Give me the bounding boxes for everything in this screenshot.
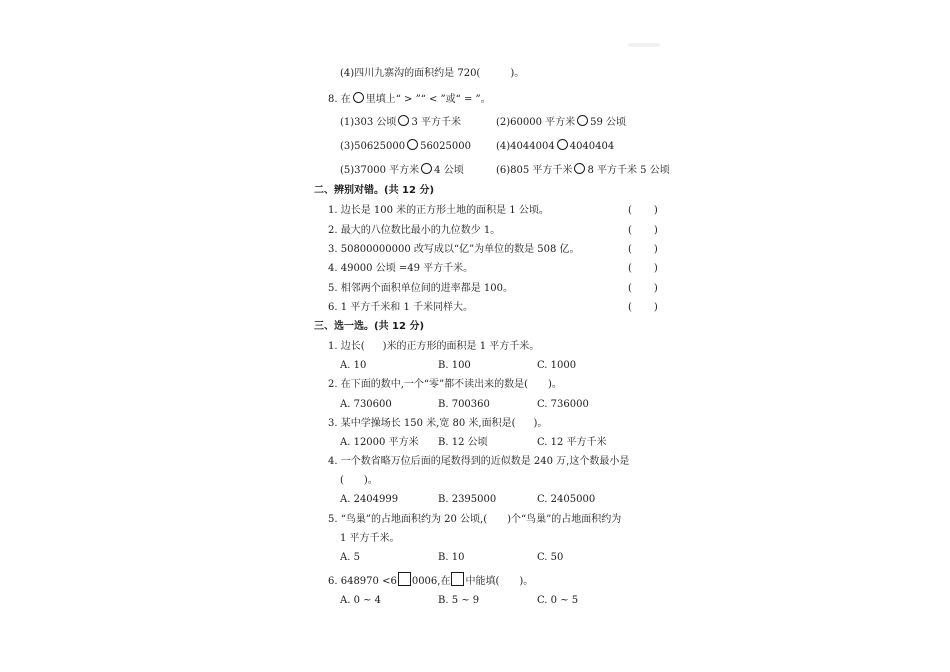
tf-item-3: 3. 50800000000 改写成以“亿”为单位的数是 508 亿。 [328,244,580,255]
tf-answer-2[interactable]: ( ) [628,225,658,236]
mc-q1-option-a[interactable]: A. 10 [340,360,367,371]
mc-q6-option-b[interactable]: B. 5 ~ 9 [438,595,480,606]
tf-answer-5[interactable]: ( ) [628,283,658,294]
mc-q1-stem: 1. 边长( )米的正方形的面积是 1 平方千米。 [328,341,540,352]
tf-item-4: 4. 49000 公顷 =49 平方千米。 [328,263,474,274]
q8-stem: 8. 在 里填上“ > ”“ < ”或“ = ”。 [328,94,491,105]
mc-q3-option-c[interactable]: C. 12 平方千米 [537,437,607,448]
q8-item-1: (1)303 公顷 3 平方千米 [340,117,461,128]
fill-item-4: (4)四川九寨沟的面积约是 720( )。 [340,68,525,79]
section2-title: 二、辨别对错。(共 12 分) [314,185,435,196]
digit-box[interactable] [398,572,411,586]
mc-q2-option-c[interactable]: C. 736000 [537,399,589,410]
mc-q6-option-a[interactable]: A. 0 ~ 4 [340,595,382,606]
tf-item-1: 1. 边长是 100 米的正方形土地的面积是 1 公顷。 [328,205,549,216]
q8-item-5: (5)37000 平方米 4 公顷 [340,165,464,176]
digit-box [451,572,464,586]
q8-item-6: (6)805 平方千米 8 平方千米 5 公顷 [496,165,670,176]
mc-q5-option-a[interactable]: A. 5 [340,552,360,563]
faint-smudge [628,43,660,47]
mc-q2-stem: 2. 在下面的数中,一个“零”都不读出来的数是( )。 [328,379,562,390]
tf-answer-4[interactable]: ( ) [628,263,658,274]
mc-q6-stem: 6. 648970 <6 0006,在 中能填( )。 [328,572,533,589]
compare-circle[interactable] [574,163,585,174]
mc-q2-option-b[interactable]: B. 700360 [438,399,490,410]
mc-q4-stem-line1: 4. 一个数省略万位后面的尾数得到的近似数是 240 万,这个数最小是 [328,456,630,467]
mc-q4-stem-line2: ( )。 [340,475,378,486]
tf-answer-6[interactable]: ( ) [628,302,658,313]
q8-item-3: (3)50625000 56025000 [340,141,471,152]
section3-title: 三、选一选。(共 12 分) [314,321,425,332]
mc-q3-stem: 3. 某中学操场长 150 米,宽 80 米,面积是( )。 [328,418,548,429]
mc-q5-option-b[interactable]: B. 10 [438,552,465,563]
q8-item-4: (4)4044004 4040404 [496,141,615,152]
compare-circle[interactable] [577,115,588,126]
mc-q5-option-c[interactable]: C. 50 [537,552,564,563]
mc-q6-option-c[interactable]: C. 0 ~ 5 [537,595,579,606]
compare-circle[interactable] [421,163,432,174]
compare-circle[interactable] [398,115,409,126]
q8-item-2: (2)60000 平方米 59 公顷 [496,117,627,128]
compare-circle[interactable] [407,139,418,150]
mc-q5-stem-line1: 5. “鸟巢”的占地面积约为 20 公顷,( )个“鸟巢”的占地面积约为 [328,514,622,525]
mc-q4-option-c[interactable]: C. 2405000 [537,494,596,505]
tf-item-6: 6. 1 平方千米和 1 千米同样大。 [328,302,473,313]
mc-q1-option-c[interactable]: C. 1000 [537,360,577,371]
circle-icon [353,92,364,103]
mc-q2-option-a[interactable]: A. 730600 [340,399,392,410]
mc-q4-option-b[interactable]: B. 2395000 [438,494,497,505]
mc-q3-option-b[interactable]: B. 12 公顷 [438,437,488,448]
mc-q3-option-a[interactable]: A. 12000 平方米 [340,437,419,448]
tf-item-2: 2. 最大的八位数比最小的九位数少 1。 [328,225,501,236]
mc-q5-stem-line2: 1 平方千米。 [340,533,400,544]
tf-item-5: 5. 相邻两个面积单位间的进率都是 100。 [328,283,513,294]
tf-answer-3[interactable]: ( ) [628,244,658,255]
tf-answer-1[interactable]: ( ) [628,205,658,216]
mc-q1-option-b[interactable]: B. 100 [438,360,471,371]
compare-circle[interactable] [557,139,568,150]
mc-q4-option-a[interactable]: A. 2404999 [340,494,399,505]
